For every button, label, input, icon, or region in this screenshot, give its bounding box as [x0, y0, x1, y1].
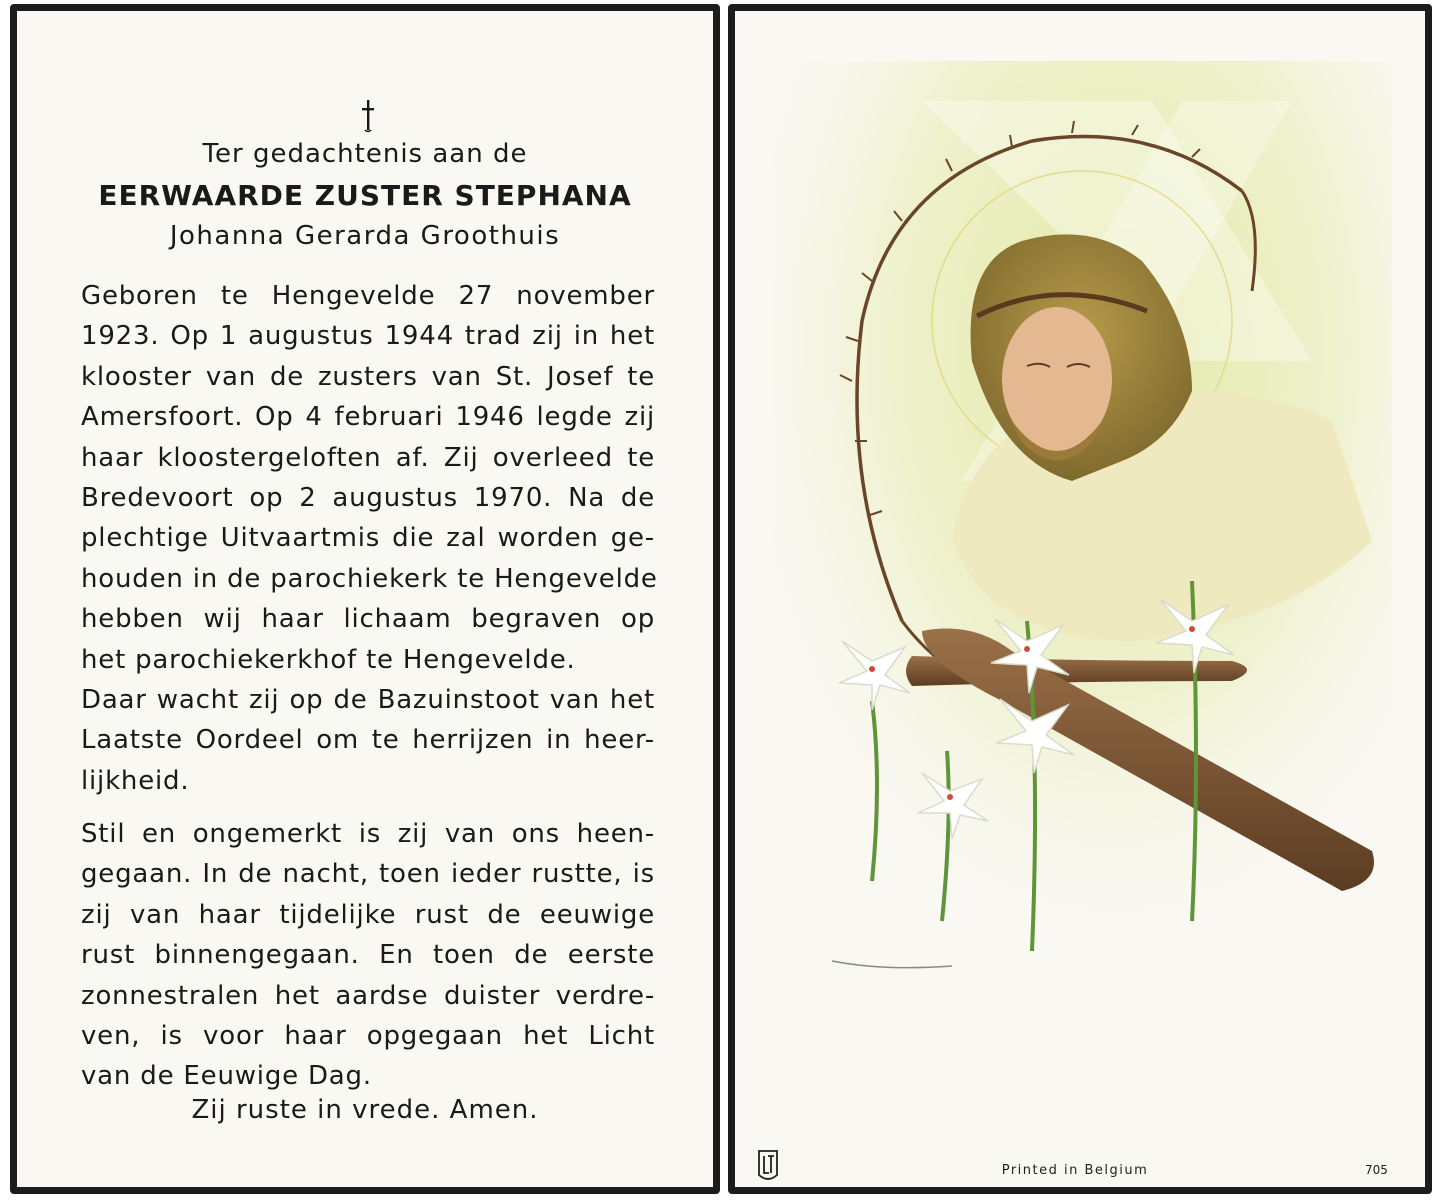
poem-paragraph — [81, 814, 655, 1097]
bio-line: hebben wij haar lichaam begraven op — [81, 604, 655, 635]
devotional-picture-card — [728, 4, 1432, 1194]
memorial-text-card — [10, 4, 720, 1194]
biography-paragraph — [81, 276, 658, 801]
bio-line: houden in de parochiekerk te Hengevelde — [81, 563, 658, 594]
bio-line: Geboren te Hengevelde 27 november — [81, 281, 655, 311]
poem-line: zij van haar tijdelijke rust de eeuwige — [81, 899, 655, 930]
poem-line: Stil en ongemerkt is zij van ons heen- — [81, 819, 655, 849]
poem-line: zonnestralen het aardse duister verdre- — [81, 980, 655, 1011]
bio-line: 1923. Op 1 augustus 1944 trad zij in het — [81, 321, 655, 352]
deceased-name: EERWAARDE ZUSTER STEPHANA — [98, 179, 632, 212]
bio-line: Laatste Oordeel om te herrijzen in heer- — [81, 725, 655, 756]
printed-in-label: Printed in Belgium — [1001, 1163, 1149, 1178]
christ-with-cross-illustration — [772, 61, 1392, 1021]
bio-line: klooster van de zusters van St. Josef te — [81, 361, 655, 392]
closing-prayer: Zij ruste in vrede. Amen. — [191, 1095, 539, 1125]
poem-line: van de Eeuwige Dag. — [81, 1061, 372, 1092]
bio-line: Bredevoort op 2 augustus 1970. Na de — [81, 482, 655, 513]
birth-name: Johanna Gerarda Groothuis — [169, 221, 561, 251]
intro-text: Ter gedachtenis aan de — [202, 139, 528, 169]
publisher-logo-icon — [757, 1149, 779, 1183]
poem-line: ven, is voor haar opgegaan het Licht — [81, 1020, 655, 1051]
card-number: 705 — [1365, 1163, 1388, 1177]
bio-line: het parochiekerkhof te Hengevelde. — [81, 644, 576, 675]
bio-line: Daar wacht zij op de Bazuinstoot van het — [81, 684, 655, 715]
cross-icon — [360, 99, 376, 133]
bio-line: plechtige Uitvaartmis die zal worden ge- — [81, 523, 655, 554]
bio-line: Amersfoort. Op 4 februari 1946 legde zij — [81, 402, 655, 433]
poem-line: rust binnengegaan. En toen de eerste — [81, 940, 655, 971]
bio-line: haar kloostergeloften af. Zij overleed te — [81, 442, 655, 473]
bio-line: lijkheid. — [81, 765, 190, 796]
poem-line: gegaan. In de nacht, toen ieder rustte, is — [81, 859, 655, 890]
